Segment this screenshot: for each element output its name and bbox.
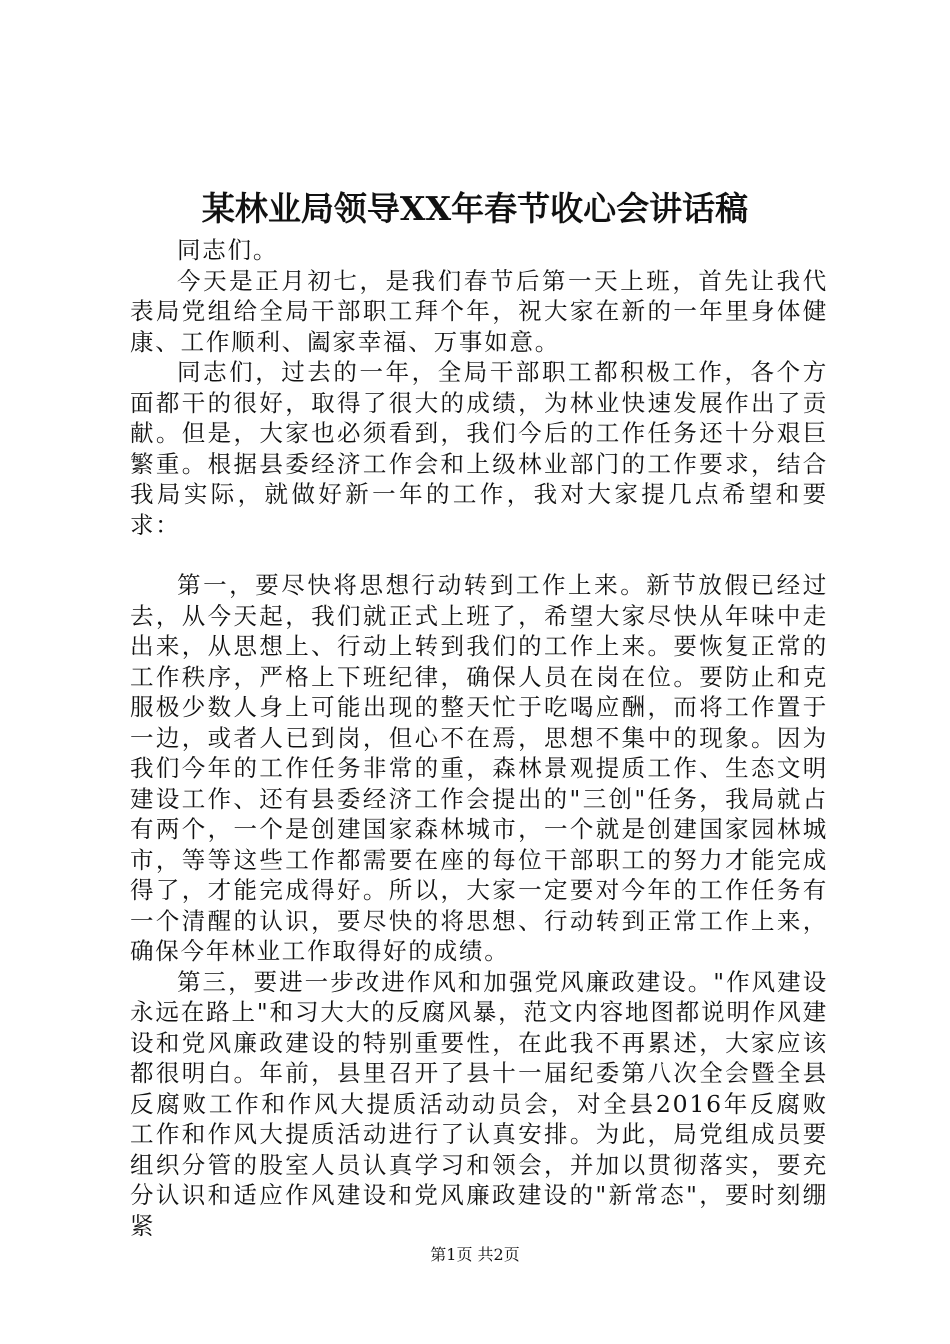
- paragraph-salutation: 同志们。: [177, 236, 279, 264]
- paragraph-review: 同志们，过去的一年，全局干部职工都积极工作，各个方面都干的很好，取得了很大的成绩，为林业快速发展作出了贡献。但是，大家也必须看到，我们今后的工作任务还十分艰巨繁重。根据县委经济工作会和上级林业部门的工作要求，结合我局实际，就做好新一年的工作，我对大家提几点希望和要求：: [130, 358, 828, 539]
- paragraph-point-three: 第三，要进一步改进作风和加强党风廉政建设。"作风建设永远在路上"和习大大的反腐风暴，范文内容地图都说明作风建设和党风廉政建设的特别重要性，在此我不再累述，大家应该都很明白。年前，县里召开了县十一届纪委第八次全会暨全县反腐败工作和作风大提质活动动员会，对全县2016年反腐败工作和作风大提质活动进行了认真安排。为此，局党组成员要组织分管的股室人员认真学习和领会，并加以贯彻落实，要充分认识和适应作风建设和党风廉政建设的"新常态"，要时刻绷紧: [130, 967, 828, 1240]
- document-title: 某林业局领导XX年春节收心会讲话稿: [201, 189, 749, 228]
- paragraph-point-one: 第一，要尽快将思想行动转到工作上来。新节放假已经过去，从今天起，我们就正式上班了，希望大家尽快从年味中走出来，从思想上、行动上转到我们的工作上来。要恢复正常的工作秩序，严格上下班纪律，确保人员在岗在位。要防止和克服极少数人身上可能出现的整天忙于吃喝应酬，而将工作置于一边，或者人已到岗，但心不在焉，思想不集中的现象。因为我们今年的工作任务非常的重，森林景观提质工作、生态文明建设工作、还有县委经济工作会提出的"三创"任务，我局就占有两个，一个是创建国家森林城市，一个就是创建国家园林城市，等等这些工作都需要在座的每位干部职工的努力才能完成得了，才能完成得好。所以，大家一定要对今年的工作任务有一个清醒的认识，要尽快的将思想、行动转到正常工作上来，确保今年林业工作取得好的成绩。: [130, 571, 828, 965]
- document-body: [130, 235, 828, 1241]
- paragraph-greeting: 今天是正月初七，是我们春节后第一天上班，首先让我代表局党组给全局干部职工拜个年，祝大家在新的一年里身体健康、工作顺利、阖家幸福、万事如意。: [130, 266, 828, 356]
- page-number-footer: 第1页 共2页: [430, 1245, 520, 1264]
